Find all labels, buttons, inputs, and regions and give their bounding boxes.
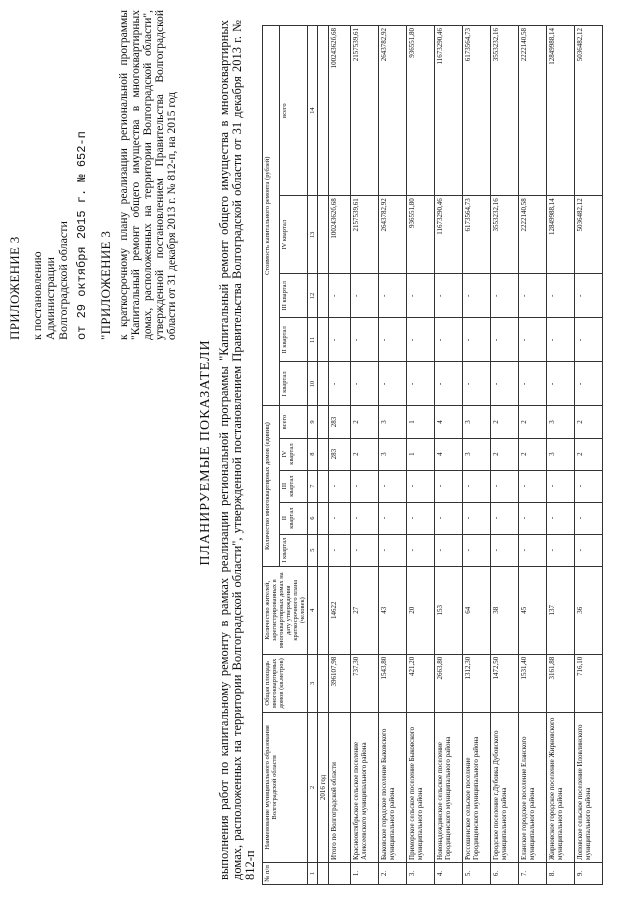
cell-q3: - [351,470,379,502]
cell-cq4: 2157539,61 [351,196,379,274]
cell-residents: 137 [547,566,575,654]
cell-q2: - [575,502,603,534]
cell-residents: 43 [379,566,407,654]
cell-cq4: 936551,80 [407,196,435,274]
cell-total: 3 [463,406,491,438]
cell-q4: 2 [575,438,603,470]
cell-total: 2 [351,406,379,438]
cell-q2: - [407,502,435,534]
cell-q2: - [435,502,463,534]
cell-cq2: - [575,318,603,362]
cell-cq2: - [407,318,435,362]
col-number: 4 [308,566,318,654]
th-cost-total: всего [279,26,307,196]
cell-name: Лоповское сельское поселение Иловлинского муниципального района [575,712,603,862]
th-cost-group: Стоимость капитального ремонта (рублей) [263,26,280,406]
cell-q2: - [379,502,407,534]
cell-name: Новонадеждинское сельское поселение Городищенского муниципального района [435,712,463,862]
col-number: 5 [308,534,318,566]
cell-num: 8. [547,862,575,884]
cell-total: 2 [491,406,519,438]
cell-ctotal: 10024362б,68 [329,26,351,196]
cell-ctotal: 6173564,73 [463,26,491,196]
cell-q4: 2 [519,438,547,470]
cell-q1: - [491,534,519,566]
cell-q2: - [547,502,575,534]
cell-cq3: - [463,274,491,318]
cell-cq4: 11673290,46 [435,196,463,274]
cell-cq1: - [547,362,575,406]
cell-name: Итого по Волгоградской области [329,712,351,862]
th-count-q2: II квартал [279,502,307,534]
cell-q4: 3 [463,438,491,470]
cell-num: 5. [463,862,491,884]
th-cost-q1: I квартал [279,362,307,406]
cell-total: 2 [519,406,547,438]
cell-residents: 14622 [329,566,351,654]
cell-area: 421,20 [407,654,435,712]
th-count-group: Количество многоквартирных домов (единиц) [263,406,280,566]
cell-q4: 3 [379,438,407,470]
cell-num: 6. [491,862,519,884]
cell-q1: - [351,534,379,566]
cell-total: 3 [379,406,407,438]
cell-cq2: - [435,318,463,362]
cell-cq4: 2643782,92 [379,196,407,274]
cell-q1: - [547,534,575,566]
th-count-total: всего [279,406,307,438]
cell-cq3: - [351,274,379,318]
table-row [435,26,463,885]
cell-num [329,862,351,884]
table-row [491,26,519,885]
cell-q1: - [575,534,603,566]
cell-cq1: - [351,362,379,406]
cell-area: 1531,40 [519,654,547,712]
cell-ctotal: 11673290,46 [435,26,463,196]
cell-area: 737,30 [351,654,379,712]
cell-cq1: - [435,362,463,406]
cell-q3: - [575,470,603,502]
cell-residents: 45 [519,566,547,654]
th-cost-q4: IV квартал [279,196,307,274]
th-count-q3: III квартал [279,470,307,502]
cell-q3: - [379,470,407,502]
reference-text: к краткосрочному плану реализации региональной программы "Капитальный ремонт общего имущества в многоквартирных домах, расположенных на территории Волгоградской области", утвержденной постановлением Правительства Волгоградской области от 31 декабря 2013 г. № 812-п, на 2015 год [118,10,178,340]
cell-q1: - [329,534,351,566]
cell-q3: - [435,470,463,502]
col-number: 2 [308,712,318,862]
cell-area: 1543,80 [379,654,407,712]
table-row [329,26,351,885]
cell-num: 3. [407,862,435,884]
th-cost-q3: III квартал [279,274,307,318]
cell-cq4: 12849988,14 [547,196,575,274]
cell-q3: - [519,470,547,502]
cell-residents: 27 [351,566,379,654]
cell-cq3: - [379,274,407,318]
cell-name: Жирновское городское поселение Жирновского муниципального района [547,712,575,862]
cell-num: 4. [435,862,463,884]
cell-cq1: - [379,362,407,406]
cell-q2: - [351,502,379,534]
column-numbers-row [308,26,318,885]
cell-total: 283 [329,406,351,438]
cell-ctotal: 936551,80 [407,26,435,196]
cell-residents: 153 [435,566,463,654]
cell-cq3: - [547,274,575,318]
cell-name: Россошенское сельское поселение Городищенского муниципального района [463,712,491,862]
cell-residents: 20 [407,566,435,654]
th-name: Наименование муниципального образования Волгоградской области [263,712,308,862]
th-num: № п/п [263,862,308,884]
col-number: 14 [308,26,318,196]
cell-cq3: - [519,274,547,318]
cell-cq4: 10024362б,68 [329,196,351,274]
table-row [407,26,435,885]
cell-q3: - [547,470,575,502]
cell-q3: - [407,470,435,502]
cell-area: 396107,98 [329,654,351,712]
cell-q4: 2 [351,438,379,470]
cell-q3: - [463,470,491,502]
cell-q1: - [407,534,435,566]
cell-cq2: - [329,318,351,362]
to-resolution: к постановлению [30,251,44,340]
cell-total: 1 [407,406,435,438]
cell-residents: 38 [491,566,519,654]
document-title: ПЛАНИРУЕМЫЕ ПОКАЗАТЕЛИ [198,339,213,566]
table-row [379,26,407,885]
cell-name: Городское поселение г.Дубовка Дубовского муниципального района [491,712,519,862]
cell-area: 1472,50 [491,654,519,712]
cell-cq2: - [547,318,575,362]
cell-ctotal: 2643782,92 [379,26,407,196]
cell-q2: - [463,502,491,534]
cell-cq3: - [575,274,603,318]
cell-q3: - [491,470,519,502]
cell-q1: - [379,534,407,566]
cell-cq4: 2222140,58 [519,196,547,274]
cell-cq1: - [575,362,603,406]
cell-q1: - [435,534,463,566]
cell-q2: - [329,502,351,534]
th-area: Общая площадь многоквартирных домов (кв.метров) [263,654,308,712]
cell-area: 3161,88 [547,654,575,712]
col-number: 6 [308,502,318,534]
cell-num: 9. [575,862,603,884]
cell-cq1: - [329,362,351,406]
cell-cq3: - [435,274,463,318]
cell-cq2: - [351,318,379,362]
cell-ctotal: 12849988,14 [547,26,575,196]
col-number: 8 [308,438,318,470]
cell-area: 716,10 [575,654,603,712]
document-subtitle: выполнения работ по капитальному ремонту в рамках реализации региональной программы "Капитальный ремонт общего имущества в многоквартирных домах, расположенных на территории Волгоградской области", утвержденной постановлением Правительства Волгоградской области от 31 декабря 2013 г. № 812-п [217,20,257,880]
col-number: 3 [308,654,318,712]
cell-num: 7. [519,862,547,884]
col-number: 12 [308,274,318,318]
cell-total: 4 [435,406,463,438]
cell-ctotal: 2222140,58 [519,26,547,196]
table-row [463,26,491,885]
col-number: 1 [308,862,318,884]
cell-name: Быковское городское поселение Быковского муниципального района [379,712,407,862]
col-number: 11 [308,318,318,362]
appendix-quoted: "ПРИЛОЖЕНИЕ 3 [98,230,113,340]
header-row [263,26,280,885]
appendix-title: ПРИЛОЖЕНИЕ 3 [7,236,22,340]
cell-q2: - [519,502,547,534]
date-line: от 29 октября 2015 г. № 652-п [75,131,89,340]
th-count-q4: IV квартал [279,438,307,470]
table-row [547,26,575,885]
cell-num: 1. [351,862,379,884]
th-count-q1: I квартал [279,534,307,566]
table-row [519,26,547,885]
cell-cq3: - [329,274,351,318]
cell-ctotal: 5036482,12 [575,26,603,196]
cell-cq4: 6173564,73 [463,196,491,274]
cell-cq1: - [407,362,435,406]
cell-cq4: 5036482,12 [575,196,603,274]
cell-name: Еланское городское поселение Еланского муниципального района [519,712,547,862]
col-number: 10 [308,362,318,406]
cell-cq2: - [519,318,547,362]
cell-total: 2 [575,406,603,438]
cell-cq1: - [491,362,519,406]
cell-cq3: - [491,274,519,318]
th-residents: Количество жителей, зарегистрированных в многоквартирных домах на дату утверждения краткосрочного плана (человек) [263,566,308,654]
cell-q4: 3 [547,438,575,470]
cell-cq2: - [491,318,519,362]
cell-q1: - [519,534,547,566]
col-number: 9 [308,406,318,438]
year-row [318,26,329,885]
cell-q1: - [463,534,491,566]
table-body [318,26,603,885]
cell-q4: 4 [435,438,463,470]
year-label: 2016 год [318,712,329,862]
cell-area: 2663,80 [435,654,463,712]
cell-cq1: - [519,362,547,406]
cell-total: 3 [547,406,575,438]
cell-q4: 1 [407,438,435,470]
cell-q3: - [329,470,351,502]
cell-q2: - [491,502,519,534]
cell-cq1: - [463,362,491,406]
cell-name: Приморское сельское поселение Быковского муниципального района [407,712,435,862]
cell-cq3: - [407,274,435,318]
cell-ctotal: 3553232,16 [491,26,519,196]
region: Волгоградской области [56,221,70,340]
cell-q4: 283 [329,438,351,470]
indicators-table [262,25,603,885]
cell-cq2: - [379,318,407,362]
cell-area: 1312,30 [463,654,491,712]
table-row [575,26,603,885]
administration: Администрации [43,257,57,340]
col-number: 7 [308,470,318,502]
cell-num: 2. [379,862,407,884]
cell-cq4: 3553232,16 [491,196,519,274]
cell-ctotal: 2157539,61 [351,26,379,196]
cell-cq2: - [463,318,491,362]
th-cost-q2: II квартал [279,318,307,362]
cell-q4: 2 [491,438,519,470]
header-block [8,10,178,340]
cell-name: Краснооктябрьское сельское поселение Алексеевского муниципального района [351,712,379,862]
cell-residents: 64 [463,566,491,654]
col-number: 13 [308,196,318,274]
table-row [351,26,379,885]
cell-residents: 36 [575,566,603,654]
